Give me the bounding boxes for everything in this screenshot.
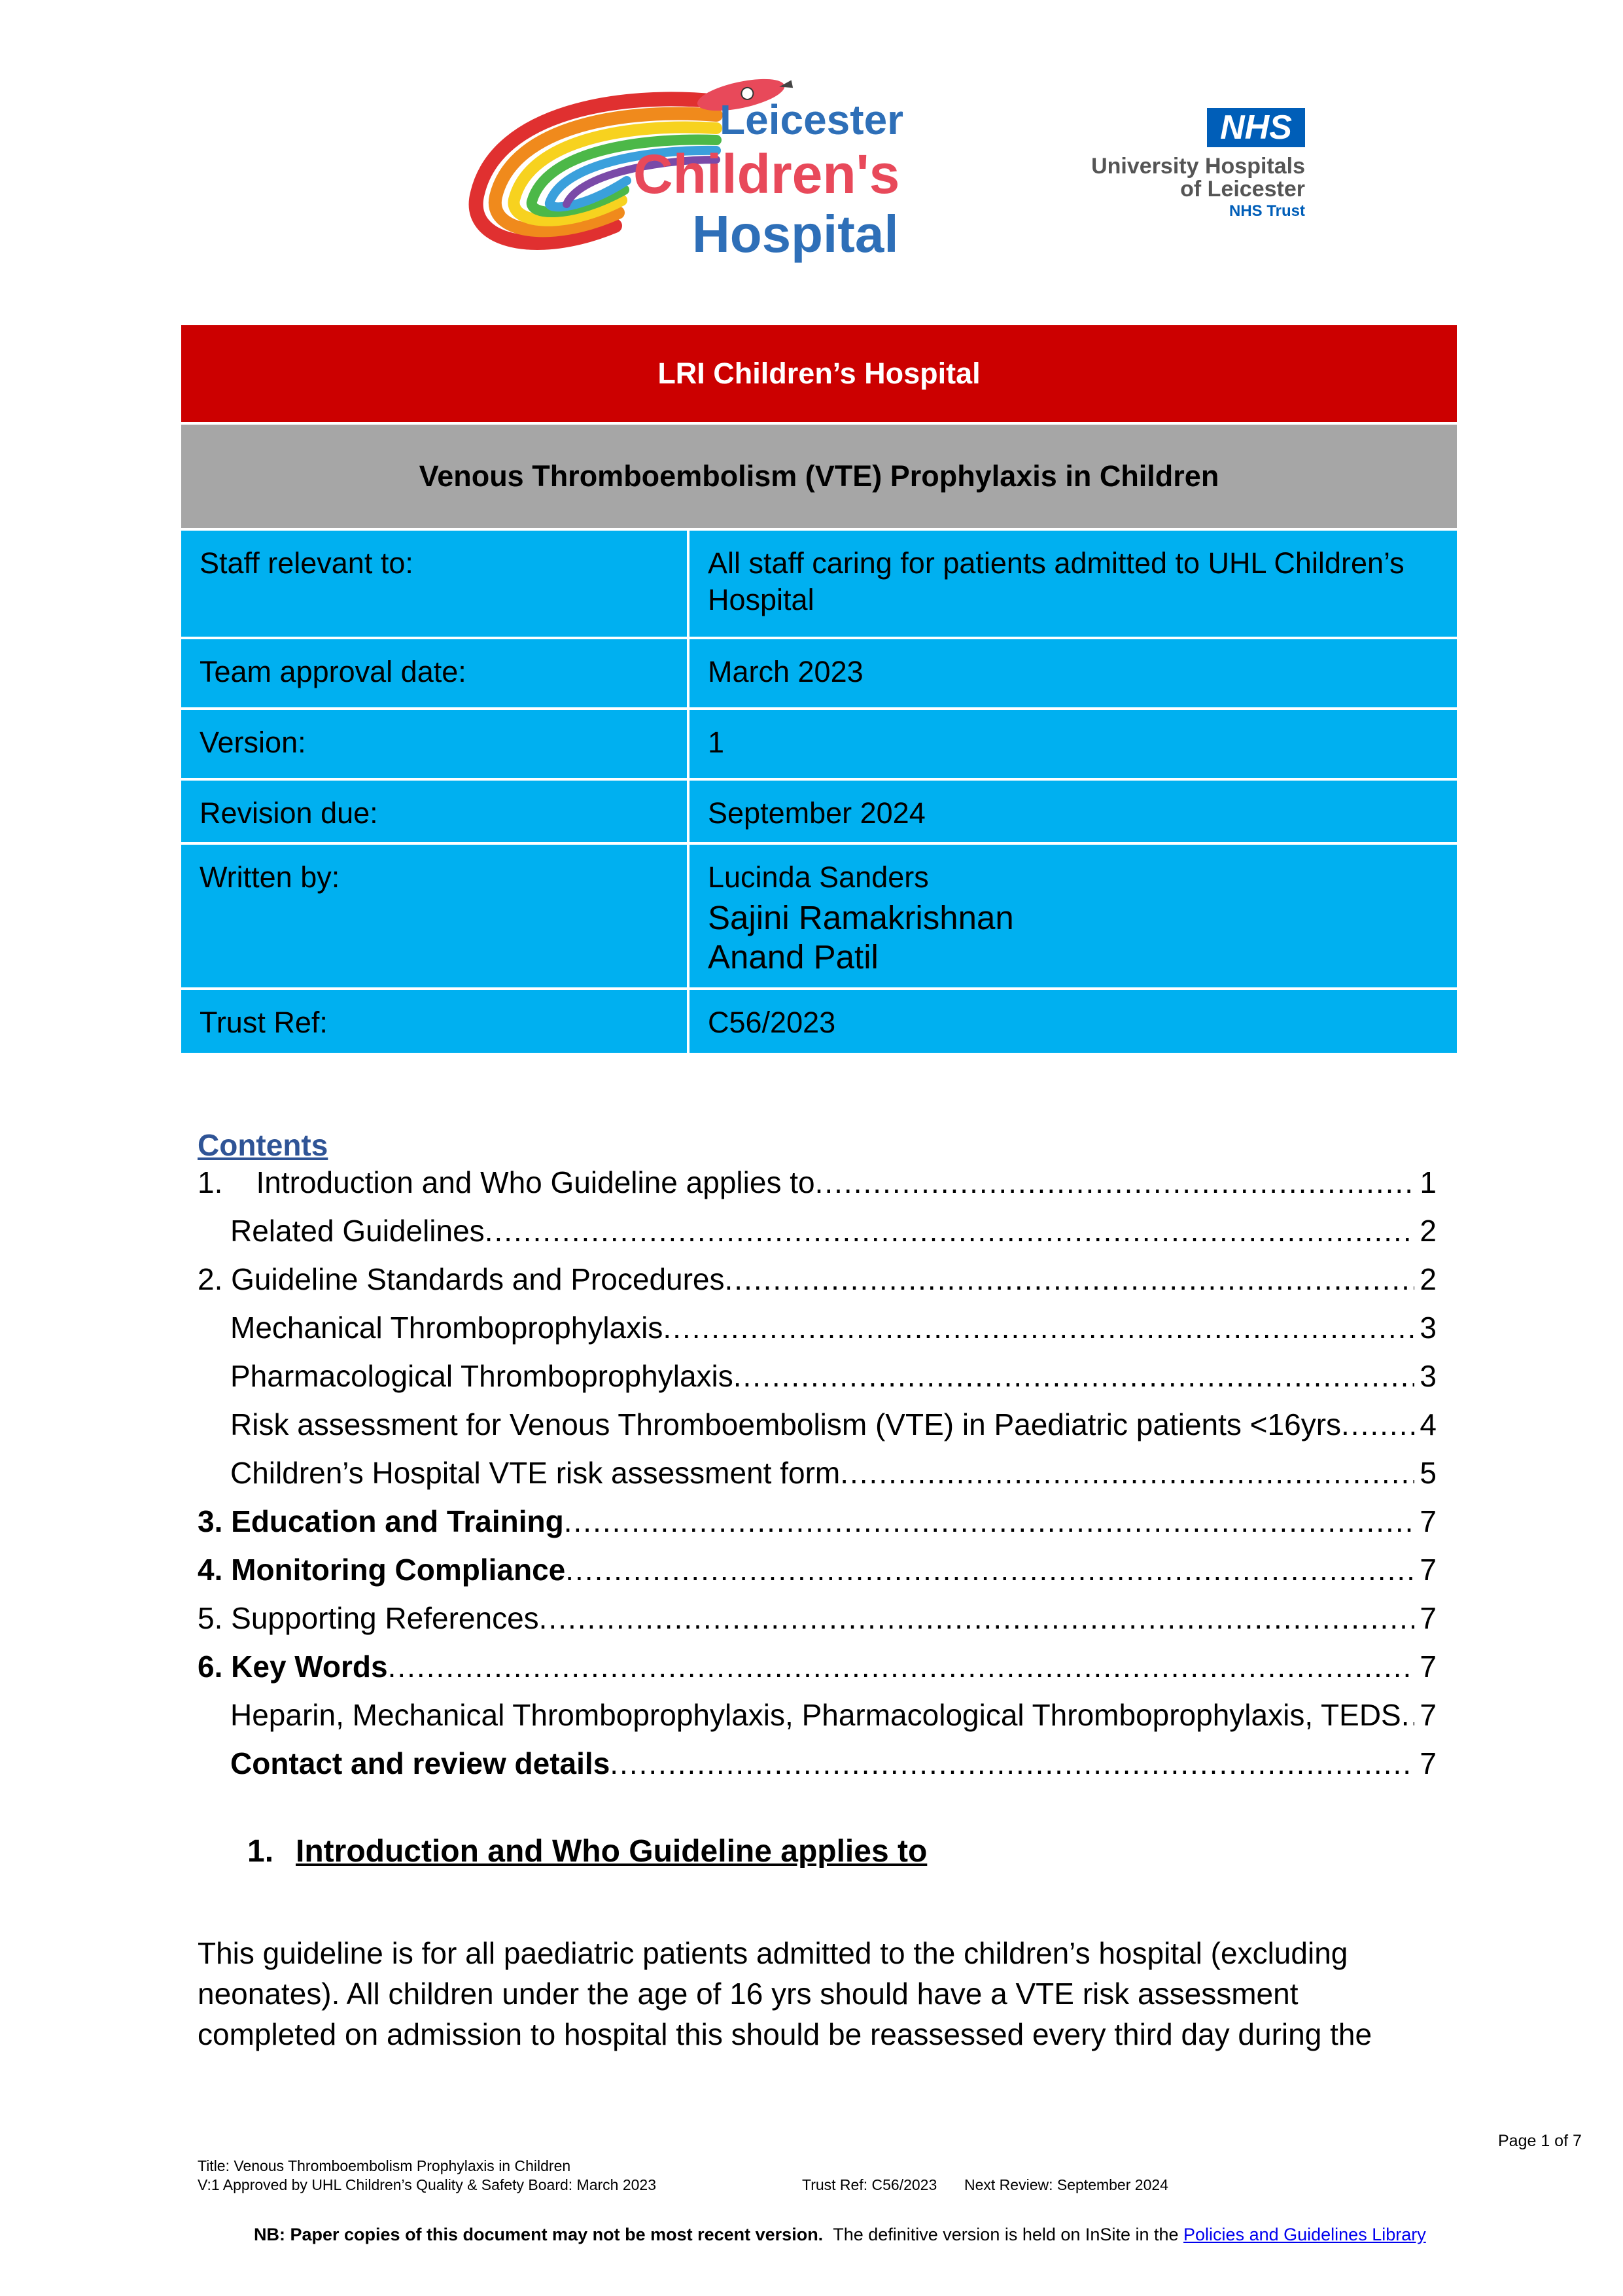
- footer-approval: V:1 Approved by UHL Children’s Quality & Safety Board: March 2023: [198, 2176, 657, 2193]
- section-1-heading: [247, 1832, 927, 1871]
- author-1: Lucinda Sanders: [708, 860, 929, 894]
- footer-title: Title: Venous Thromboembolism Prophylaxis in Children: [198, 2157, 571, 2174]
- nhs-badge-text: NHS: [1220, 109, 1292, 147]
- written-by-value: [688, 843, 1458, 989]
- footer-nb-text: The definitive version is held on InSite in the: [833, 2225, 1179, 2244]
- toc-item-risk-form[interactable]: Children’s Hospital VTE risk assessment form ..... 5: [230, 1449, 1437, 1497]
- policies-library-link[interactable]: Policies and Guidelines Library: [1183, 2225, 1426, 2244]
- version-label: Version:: [180, 709, 688, 779]
- logo-text-hospital: Hospital: [692, 205, 899, 263]
- footer-trust-ref: Trust Ref: C56/2023: [802, 2176, 937, 2193]
- approval-date-label: Team approval date:: [180, 638, 688, 709]
- toc-item-related-guidelines[interactable]: Related Guidelines ..... 2: [230, 1207, 1437, 1255]
- toc-item-education[interactable]: 3. Education and Training ..... 7: [198, 1497, 1437, 1545]
- leicester-childrens-hospital-logo: [458, 72, 929, 288]
- toc-item-introduction[interactable]: 1. Introduction and Who Guideline applies to ..... 1: [198, 1158, 1437, 1207]
- section-1-body: This guideline is for all paediatric patients admitted to the children’s hospital (excluding neonates). All children under the age of 16 yrs should have a VTE risk assessment completed on admission to hospital this should be reassessed every third day during the: [198, 1936, 1372, 2051]
- toc-item-monitoring[interactable]: 4. Monitoring Compliance ..... 7: [198, 1545, 1437, 1594]
- guideline-title: Venous Thromboembolism (VTE) Prophylaxis in Children: [180, 423, 1458, 529]
- toc-item-contact[interactable]: Contact and review details ..... 7: [230, 1739, 1437, 1788]
- footer-nb-bold: NB: Paper copies of this document may not be most recent version.: [254, 2225, 824, 2244]
- approval-date-value: March 2023: [688, 638, 1458, 709]
- hospital-title: LRI Children’s Hospital: [180, 324, 1458, 423]
- toc-item-pharmacological[interactable]: Pharmacological Thromboprophylaxis ..... 3: [230, 1352, 1437, 1400]
- contents-heading: Contents: [198, 1128, 328, 1162]
- toc-item-mechanical[interactable]: Mechanical Thromboprophylaxis ..... 3: [230, 1303, 1437, 1352]
- written-by-label: Written by:: [180, 843, 688, 989]
- page-number: Page 1 of 7: [1498, 2132, 1582, 2150]
- footer-next-review: Next Review: September 2024: [964, 2176, 1168, 2193]
- footer-disclaimer: [254, 2223, 1426, 2246]
- section-1-number: 1.: [247, 1834, 274, 1869]
- section-1-title: Introduction and Who Guideline applies to: [296, 1834, 928, 1869]
- toc-item-key-words[interactable]: 6. Key Words ..... 7: [198, 1642, 1437, 1691]
- toc-item-references[interactable]: 5. Supporting References ..... 7: [198, 1594, 1437, 1642]
- version-value: 1: [688, 709, 1458, 779]
- trust-ref-label: Trust Ref:: [180, 989, 688, 1054]
- staff-relevant-value: All staff caring for patients admitted to UHL Children’s Hospital: [688, 529, 1458, 638]
- author-2: Sajini Ramakrishnan: [708, 899, 1014, 936]
- revision-due-label: Revision due:: [180, 779, 688, 843]
- toc-item-guideline-standards[interactable]: 2. Guideline Standards and Procedures ..... 2: [198, 1255, 1437, 1303]
- staff-relevant-label: Staff relevant to:: [180, 529, 688, 638]
- nhs-line3: NHS Trust: [1229, 202, 1305, 220]
- trust-ref-value: C56/2023: [688, 989, 1458, 1054]
- revision-due-value: September 2024: [688, 779, 1458, 843]
- author-3: Anand Patil: [708, 938, 879, 976]
- nhs-uhl-logo: [1047, 105, 1308, 229]
- logo-text-leicester: Leicester: [720, 96, 904, 143]
- nhs-line2: of Leicester: [1180, 177, 1305, 202]
- document-info-table: [179, 323, 1459, 1055]
- toc-item-key-words-list[interactable]: Heparin, Mechanical Thromboprophylaxis, Pharmacological Thromboprophylaxis, TEDS ..... 7: [230, 1691, 1437, 1739]
- toc-item-risk-assessment[interactable]: Risk assessment for Venous Thromboembolism (VTE) in Paediatric patients <16yrs ..... 4: [230, 1400, 1437, 1449]
- nhs-line1: University Hospitals: [1091, 154, 1305, 179]
- logo-text-childrens: Children's: [633, 143, 900, 205]
